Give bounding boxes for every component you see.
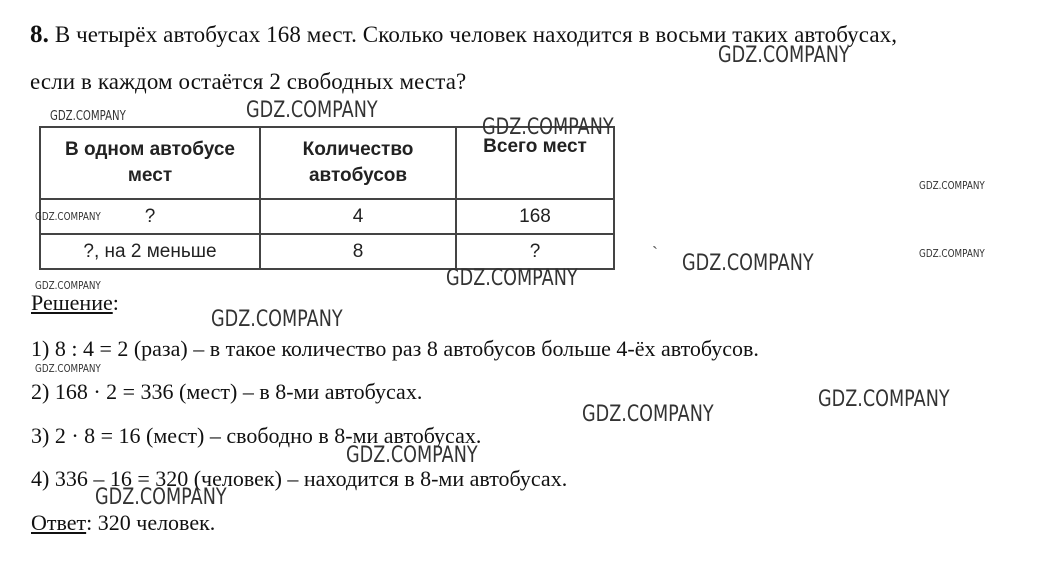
table-cell: 8 (260, 234, 456, 269)
watermark: GDZ.COMPANY (682, 251, 814, 276)
solution-step: 3) 2 · 8 = 16 (мест) – свободно в 8-ми автобусах. (31, 423, 482, 448)
problem-number: 8. (30, 21, 49, 48)
watermark: GDZ.COMPANY (346, 443, 478, 468)
table-row (40, 234, 614, 269)
table-header-cell: В одном автобусе мест (40, 127, 260, 199)
watermark: GDZ.COMPANY (50, 109, 126, 124)
table-cell: 4 (260, 199, 456, 234)
watermark: GDZ.COMPANY (482, 115, 614, 140)
table-header-cell: Количество автобусов (260, 127, 456, 199)
answer-value: : 320 человек. (86, 510, 216, 535)
watermark: GDZ.COMPANY (246, 98, 378, 123)
scan-speck: ` (652, 243, 658, 263)
table-cell: ? (456, 234, 614, 269)
solution-heading-colon: : (112, 290, 119, 315)
solution-step: 1) 8 : 4 = 2 (раза) – в такое количество раз 8 автобусов больше 4-ёх автобусов. (31, 336, 759, 361)
data-table (39, 126, 615, 270)
solution-step: 2) 168 · 2 = 336 (мест) – в 8-ми автобусах. (31, 379, 423, 404)
table-cell: ?, на 2 меньше (40, 234, 260, 269)
watermark: GDZ.COMPANY (35, 362, 101, 375)
table-cell: 168 (456, 199, 614, 234)
watermark: GDZ.COMPANY (919, 247, 985, 260)
watermark: GDZ.COMPANY (718, 43, 850, 68)
watermark: GDZ.COMPANY (95, 485, 227, 510)
watermark: GDZ.COMPANY (35, 210, 101, 223)
watermark: GDZ.COMPANY (919, 179, 985, 192)
problem-statement-line-2: если в каждом остаётся 2 свободных места? (30, 69, 467, 94)
table-header-cell: Всего мест (456, 127, 614, 199)
watermark: GDZ.COMPANY (35, 279, 101, 292)
solution-heading-label: Решение (31, 290, 113, 315)
table-row (40, 199, 614, 234)
solution-heading (31, 292, 119, 314)
answer-label: Ответ (31, 510, 87, 535)
watermark: GDZ.COMPANY (818, 387, 950, 412)
watermark: GDZ.COMPANY (446, 266, 578, 291)
watermark: GDZ.COMPANY (211, 307, 343, 332)
problem-text-1: В четырёх автобусах 168 мест. Сколько человек находится в восьми таких автобусах, (54, 22, 898, 47)
table-cell: ? (40, 199, 260, 234)
watermark: GDZ.COMPANY (582, 402, 714, 427)
solution-step: 4) 336 – 16 = 320 (человек) – находится в 8-ми автобусах. (31, 466, 568, 491)
answer-line (31, 512, 215, 534)
